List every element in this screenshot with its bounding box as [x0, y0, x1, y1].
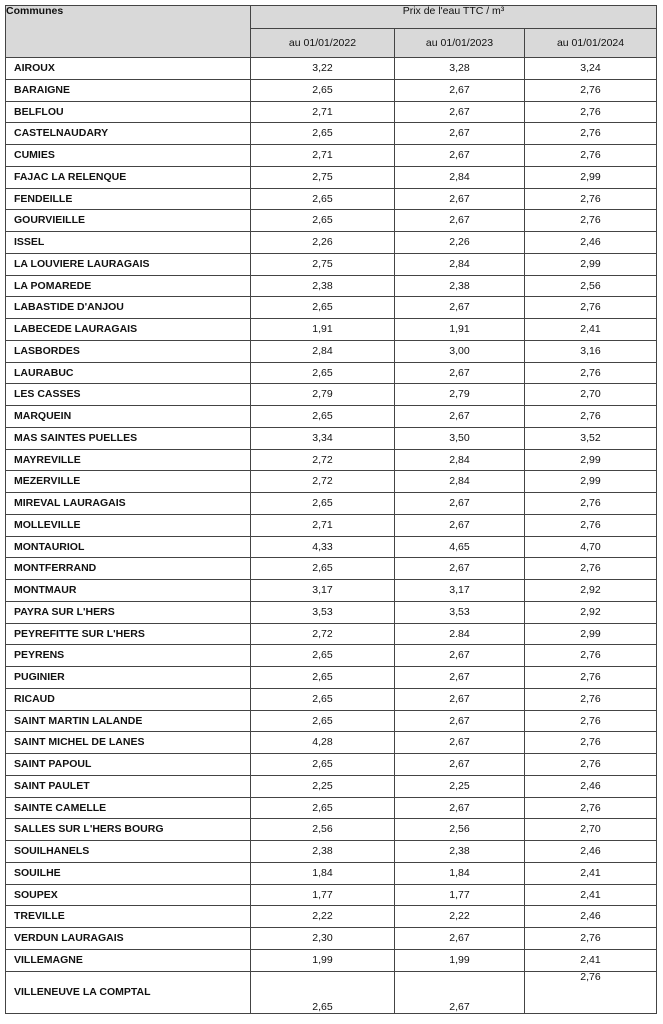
price-2024: 2,76	[525, 688, 657, 710]
table-row	[6, 732, 657, 754]
price-2024: 2,76	[525, 101, 657, 123]
price-2023: 2,67	[395, 558, 525, 580]
price-2022: 2,72	[251, 471, 395, 493]
price-2024: 2,41	[525, 884, 657, 906]
price-2023: 3,00	[395, 340, 525, 362]
price-2022: 2,79	[251, 384, 395, 406]
price-2023: 2,84	[395, 166, 525, 188]
commune-name: FAJAC LA RELENQUE	[6, 166, 251, 188]
price-2024: 2,76	[525, 710, 657, 732]
price-2024: 2,41	[525, 319, 657, 341]
commune-name: GOURVIEILLE	[6, 210, 251, 232]
price-2023: 1,84	[395, 862, 525, 884]
price-2022: 2,71	[251, 145, 395, 167]
commune-name: MONTMAUR	[6, 580, 251, 602]
table-row	[6, 406, 657, 428]
price-2023: 1,91	[395, 319, 525, 341]
commune-name: LAURABUC	[6, 362, 251, 384]
table-row	[6, 427, 657, 449]
price-2022: 2,65	[251, 667, 395, 689]
price-2023: 2.84	[395, 623, 525, 645]
price-2024: 4,70	[525, 536, 657, 558]
commune-name: LABASTIDE D'ANJOU	[6, 297, 251, 319]
table-row	[6, 667, 657, 689]
price-2023: 2,26	[395, 232, 525, 254]
table-row	[6, 775, 657, 797]
price-2023: 2,25	[395, 775, 525, 797]
table-row	[6, 580, 657, 602]
price-2023: 2,38	[395, 275, 525, 297]
table-row	[6, 514, 657, 536]
table-row	[6, 645, 657, 667]
commune-name: PEYREFITTE SUR L'HERS	[6, 623, 251, 645]
price-2022: 2,75	[251, 253, 395, 275]
price-2023: 1,77	[395, 884, 525, 906]
water-price-table	[5, 5, 657, 1014]
commune-name: LA POMAREDE	[6, 275, 251, 297]
price-2022: 2,30	[251, 928, 395, 950]
table-row	[6, 884, 657, 906]
price-2024: 2,46	[525, 841, 657, 863]
table-row	[6, 188, 657, 210]
price-2024: 2,76	[525, 971, 657, 1013]
price-2023: 3,28	[395, 58, 525, 80]
table-row	[6, 319, 657, 341]
table-row	[6, 145, 657, 167]
table-row	[6, 710, 657, 732]
price-2022: 2,71	[251, 514, 395, 536]
table-row	[6, 340, 657, 362]
price-2023: 2,67	[395, 732, 525, 754]
price-2024: 2,99	[525, 471, 657, 493]
commune-name: SOUILHE	[6, 862, 251, 884]
price-2022: 1,91	[251, 319, 395, 341]
price-2024: 2,76	[525, 210, 657, 232]
price-2023: 3,53	[395, 601, 525, 623]
commune-name: LES CASSES	[6, 384, 251, 406]
price-title-header: Prix de l'eau TTC / m³	[251, 6, 657, 29]
price-2022: 1,84	[251, 862, 395, 884]
price-2022: 2,75	[251, 166, 395, 188]
price-2023: 2,67	[395, 688, 525, 710]
price-2023: 2,67	[395, 79, 525, 101]
price-2024: 2,99	[525, 449, 657, 471]
table-row	[6, 754, 657, 776]
commune-name: RICAUD	[6, 688, 251, 710]
price-2022: 2,72	[251, 623, 395, 645]
price-2022: 3,22	[251, 58, 395, 80]
price-2022: 2,65	[251, 188, 395, 210]
price-2024: 2,76	[525, 493, 657, 515]
price-2023: 2,79	[395, 384, 525, 406]
price-2022: 1,99	[251, 949, 395, 971]
price-2022: 2,22	[251, 906, 395, 928]
price-2022: 2,25	[251, 775, 395, 797]
commune-name: FENDEILLE	[6, 188, 251, 210]
price-2024: 2,76	[525, 188, 657, 210]
price-2024: 3,16	[525, 340, 657, 362]
price-2022: 2,65	[251, 210, 395, 232]
table-row	[6, 841, 657, 863]
price-2022: 2,38	[251, 841, 395, 863]
commune-name: MIREVAL LAURAGAIS	[6, 493, 251, 515]
price-2024: 2,99	[525, 166, 657, 188]
date-header-2023: au 01/01/2023	[395, 29, 525, 58]
price-2023: 2,67	[395, 297, 525, 319]
price-2022: 2,72	[251, 449, 395, 471]
commune-name: ISSEL	[6, 232, 251, 254]
price-2024: 2,46	[525, 232, 657, 254]
price-2023: 2,67	[395, 123, 525, 145]
price-2023: 2,67	[395, 667, 525, 689]
price-2022: 2,65	[251, 558, 395, 580]
price-2023: 2,67	[395, 710, 525, 732]
price-2022: 2,65	[251, 688, 395, 710]
price-2023: 2,67	[395, 145, 525, 167]
price-2023: 4,65	[395, 536, 525, 558]
table-row	[6, 906, 657, 928]
price-2022: 2,65	[251, 645, 395, 667]
commune-name: SAINT MARTIN LALANDE	[6, 710, 251, 732]
commune-name: AIROUX	[6, 58, 251, 80]
price-2022: 2,65	[251, 123, 395, 145]
table-row	[6, 601, 657, 623]
commune-name: PAYRA SUR L'HERS	[6, 601, 251, 623]
commune-name: VILLENEUVE LA COMPTAL	[6, 971, 251, 1013]
table-row	[6, 493, 657, 515]
price-2023: 2,67	[395, 406, 525, 428]
commune-name: VILLEMAGNE	[6, 949, 251, 971]
price-2022: 2,65	[251, 754, 395, 776]
price-2024: 2,76	[525, 667, 657, 689]
table-row	[6, 471, 657, 493]
price-2022: 3,17	[251, 580, 395, 602]
table-row	[6, 297, 657, 319]
commune-name: SAINT MICHEL DE LANES	[6, 732, 251, 754]
table-row	[6, 123, 657, 145]
commune-name: SAINT PAULET	[6, 775, 251, 797]
commune-name: MEZERVILLE	[6, 471, 251, 493]
price-2022: 2,65	[251, 362, 395, 384]
price-2024: 2,46	[525, 775, 657, 797]
price-2024: 2,76	[525, 558, 657, 580]
price-2023: 2,67	[395, 645, 525, 667]
commune-name: BELFLOU	[6, 101, 251, 123]
price-2023: 2,67	[395, 514, 525, 536]
price-2023: 2,67	[395, 188, 525, 210]
commune-name: MONTFERRAND	[6, 558, 251, 580]
commune-name: BARAIGNE	[6, 79, 251, 101]
price-2024: 2,76	[525, 123, 657, 145]
commune-name: CASTELNAUDARY	[6, 123, 251, 145]
table-row	[6, 688, 657, 710]
price-2024: 2,76	[525, 362, 657, 384]
price-2023: 2,67	[395, 928, 525, 950]
price-2024: 3,52	[525, 427, 657, 449]
price-2024: 2,56	[525, 275, 657, 297]
price-2022: 2,65	[251, 493, 395, 515]
price-2023: 2,84	[395, 471, 525, 493]
table-row	[6, 232, 657, 254]
price-2022: 3,34	[251, 427, 395, 449]
price-2024: 2,76	[525, 79, 657, 101]
commune-name: SOUILHANELS	[6, 841, 251, 863]
price-2022: 2,71	[251, 101, 395, 123]
commune-name: LABECEDE LAURAGAIS	[6, 319, 251, 341]
commune-name: CUMIES	[6, 145, 251, 167]
commune-name: LASBORDES	[6, 340, 251, 362]
price-2023: 2,67	[395, 797, 525, 819]
price-2024: 2,99	[525, 253, 657, 275]
price-2023: 3,17	[395, 580, 525, 602]
price-2024: 2,76	[525, 406, 657, 428]
price-2024: 2,70	[525, 384, 657, 406]
table-row	[6, 536, 657, 558]
price-2023: 2,67	[395, 101, 525, 123]
table-row	[6, 166, 657, 188]
price-2022: 2,65	[251, 710, 395, 732]
commune-name: SOUPEX	[6, 884, 251, 906]
price-2022: 2,26	[251, 232, 395, 254]
price-2024: 2,76	[525, 732, 657, 754]
price-2022: 2,38	[251, 275, 395, 297]
commune-name: SAINT PAPOUL	[6, 754, 251, 776]
price-2024: 2,99	[525, 623, 657, 645]
price-2024: 2,41	[525, 862, 657, 884]
price-2024: 2,76	[525, 797, 657, 819]
price-2023: 2,67	[395, 493, 525, 515]
table-row	[6, 819, 657, 841]
table-row	[6, 949, 657, 971]
price-2024: 3,24	[525, 58, 657, 80]
commune-name: MARQUEIN	[6, 406, 251, 428]
table-row	[6, 58, 657, 80]
table-row	[6, 928, 657, 950]
commune-name: PUGINIER	[6, 667, 251, 689]
price-2023: 2,67	[395, 362, 525, 384]
commune-name: LA LOUVIERE LAURAGAIS	[6, 253, 251, 275]
price-2024: 2,76	[525, 145, 657, 167]
table-body	[6, 58, 657, 1014]
price-2024: 2,76	[525, 514, 657, 536]
commune-name: PEYRENS	[6, 645, 251, 667]
price-2022: 2,65	[251, 297, 395, 319]
commune-name: MONTAURIOL	[6, 536, 251, 558]
price-2024: 2,76	[525, 754, 657, 776]
price-2023: 2,56	[395, 819, 525, 841]
date-header-2024: au 01/01/2024	[525, 29, 657, 58]
table-row	[6, 862, 657, 884]
price-2022: 2,65	[251, 79, 395, 101]
price-2023: 2,22	[395, 906, 525, 928]
price-2024: 2,70	[525, 819, 657, 841]
date-header-2022: au 01/01/2022	[251, 29, 395, 58]
commune-name: MAS SAINTES PUELLES	[6, 427, 251, 449]
price-2024: 2,46	[525, 906, 657, 928]
price-2023: 2,84	[395, 449, 525, 471]
table-row	[6, 79, 657, 101]
table-row	[6, 362, 657, 384]
table-row	[6, 384, 657, 406]
price-2023: 2,67	[395, 210, 525, 232]
price-2022: 4,28	[251, 732, 395, 754]
price-2024: 2,92	[525, 601, 657, 623]
price-2022: 3,53	[251, 601, 395, 623]
price-2022: 2,65	[251, 406, 395, 428]
price-2024: 2,92	[525, 580, 657, 602]
price-2022: 4,33	[251, 536, 395, 558]
price-2024: 2,76	[525, 297, 657, 319]
communes-header: Communes	[6, 6, 251, 58]
price-2024: 2,76	[525, 645, 657, 667]
price-2022: 2,65	[251, 797, 395, 819]
table-row	[6, 797, 657, 819]
price-2023: 3,50	[395, 427, 525, 449]
table-row	[6, 623, 657, 645]
table-row	[6, 101, 657, 123]
commune-name: MOLLEVILLE	[6, 514, 251, 536]
table-row	[6, 971, 657, 1013]
price-2024: 2,76	[525, 928, 657, 950]
price-2023: 2,84	[395, 253, 525, 275]
price-2023: 2,38	[395, 841, 525, 863]
price-2022: 2,56	[251, 819, 395, 841]
price-2022: 2,65	[251, 971, 395, 1013]
price-2023: 1,99	[395, 949, 525, 971]
commune-name: SAINTE CAMELLE	[6, 797, 251, 819]
commune-name: VERDUN LAURAGAIS	[6, 928, 251, 950]
price-2023: 2,67	[395, 971, 525, 1013]
price-2024: 2,41	[525, 949, 657, 971]
table-row	[6, 210, 657, 232]
table-row	[6, 275, 657, 297]
commune-name: SALLES SUR L'HERS BOURG	[6, 819, 251, 841]
price-2023: 2,67	[395, 754, 525, 776]
table-row	[6, 558, 657, 580]
commune-name: MAYREVILLE	[6, 449, 251, 471]
price-2022: 2,84	[251, 340, 395, 362]
commune-name: TREVILLE	[6, 906, 251, 928]
price-2022: 1,77	[251, 884, 395, 906]
table-row	[6, 253, 657, 275]
table-row	[6, 449, 657, 471]
